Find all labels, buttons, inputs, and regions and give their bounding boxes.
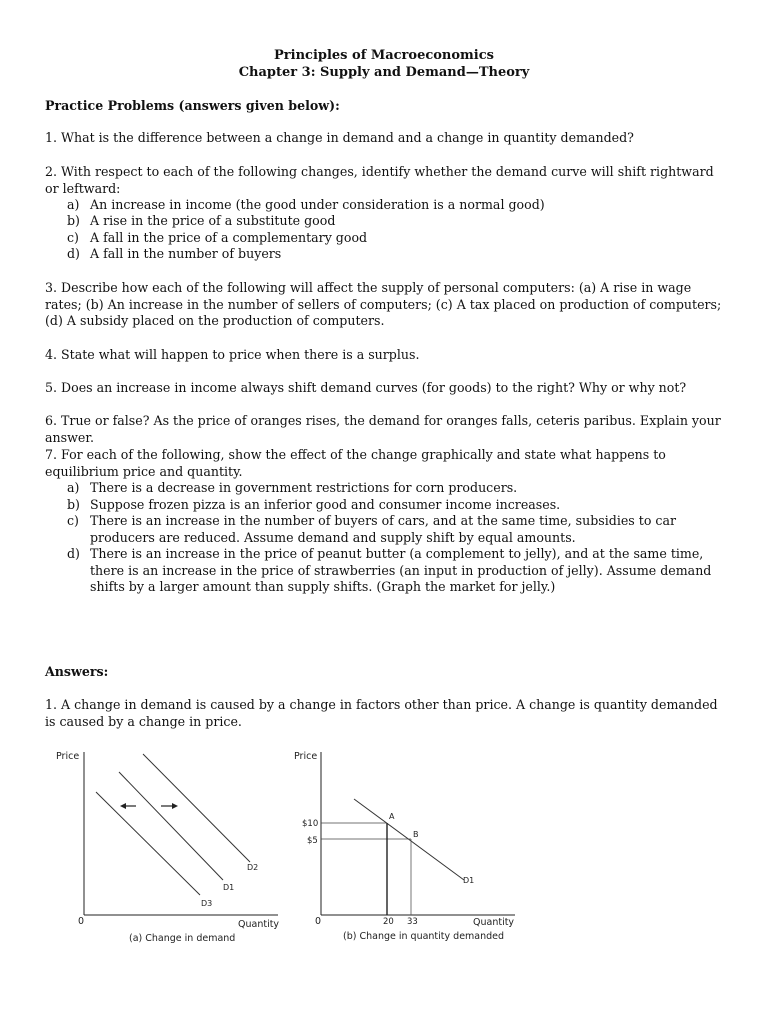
graph-change-in-demand: [50, 745, 290, 945]
question-7: 7. For each of the following, show the effect of the change graphically and state what happens to equilibrium price and quantity.: [45, 447, 666, 479]
right-arrow-head-icon: [172, 803, 178, 809]
label-d3: D3: [201, 899, 213, 908]
list-item-label: b): [67, 497, 80, 512]
list-item-label: c): [67, 230, 79, 245]
graph-b-caption: (b) Change in quantity demanded: [343, 931, 505, 942]
list-item-text: An increase in income (the good under consideration is a normal good): [90, 197, 545, 212]
question-5: 5. Does an increase in income always shift demand curves (for goods) to the right? Why or why not?: [45, 380, 687, 395]
demand-curve-d2: [143, 754, 250, 862]
document-title: Principles of Macroeconomics: [274, 48, 494, 63]
demand-curve-d3: [96, 792, 200, 895]
label-d1: D1: [223, 883, 235, 892]
demand-curve-d1: [354, 799, 464, 880]
question-1: 1. What is the difference between a change in demand and a change in quantity demanded?: [45, 130, 634, 145]
price-label-5: $5: [307, 836, 318, 846]
list-item-label: d): [67, 546, 80, 561]
graph-a-caption: (a) Change in demand: [129, 933, 236, 944]
practice-heading: Practice Problems (answers given below):: [45, 98, 340, 113]
list-item-text: There is an increase in the price of peanut butter (a complement to jelly), and at the same time, there is an increase in the price of strawberries (an input in production of jelly). Assume demand shifts by a larger amount than supply shifts. (Graph the market for jelly.): [90, 546, 712, 595]
list-item-label: b): [67, 213, 80, 228]
graph-a-ylabel: Price: [56, 751, 80, 762]
list-item-label: a): [67, 480, 80, 495]
answer-1: 1. A change in demand is caused by a change in factors other than price. A change is quantity demanded is caused by a change in price.: [45, 697, 718, 729]
list-item-label: a): [67, 197, 80, 212]
question-3: 3. Describe how each of the following will affect the supply of personal computers: (a) A rise in wage rates; (b) An increase in the number of sellers of computers; (c) A tax placed on production of computers; (d) A subsidy placed on the production of computers.: [45, 280, 722, 329]
answers-heading: Answers:: [45, 664, 109, 679]
point-label-b: B: [413, 830, 419, 839]
graph-a-origin: 0: [78, 916, 85, 927]
list-item-text: A rise in the price of a substitute good: [90, 213, 336, 228]
demand-curve-d1: [119, 772, 223, 880]
graph-b-xlabel: Quantity: [473, 917, 515, 928]
label-d1: D1: [463, 876, 475, 885]
quantity-label-20: 20: [383, 917, 394, 927]
list-item-label: d): [67, 246, 80, 261]
list-item-text: A fall in the number of buyers: [90, 246, 282, 261]
list-item-text: Suppose frozen pizza is an inferior good and consumer income increases.: [90, 497, 561, 512]
price-label-10: $10: [302, 819, 319, 829]
label-d2: D2: [247, 863, 259, 872]
list-item-text: A fall in the price of a complementary good: [90, 230, 368, 245]
question-2: 2. With respect to each of the following changes, identify whether the demand curve will shift rightward or leftward:: [45, 164, 714, 196]
graph-b-origin: 0: [315, 916, 322, 927]
left-arrow-head-icon: [120, 803, 126, 809]
point-label-a: A: [389, 812, 395, 821]
list-item-text: There is an increase in the number of buyers of cars, and at the same time, subsidies to car producers are reduced. Assume demand and supply shift by equal amounts.: [90, 513, 676, 545]
graph-a-xlabel: Quantity: [238, 919, 280, 930]
chapter-title: Chapter 3: Supply and Demand—Theory: [238, 65, 530, 80]
list-item-text: There is a decrease in government restrictions for corn producers.: [90, 480, 518, 495]
graph-b-ylabel: Price: [294, 751, 318, 762]
question-6: 6. True or false? As the price of oranges rises, the demand for oranges falls, ceteris paribus. Explain your answer.: [45, 413, 721, 445]
graph-change-in-quantity-demanded: [285, 745, 535, 945]
list-item-label: c): [67, 513, 79, 528]
question-4: 4. State what will happen to price when there is a surplus.: [45, 347, 420, 362]
quantity-label-33: 33: [407, 917, 418, 927]
